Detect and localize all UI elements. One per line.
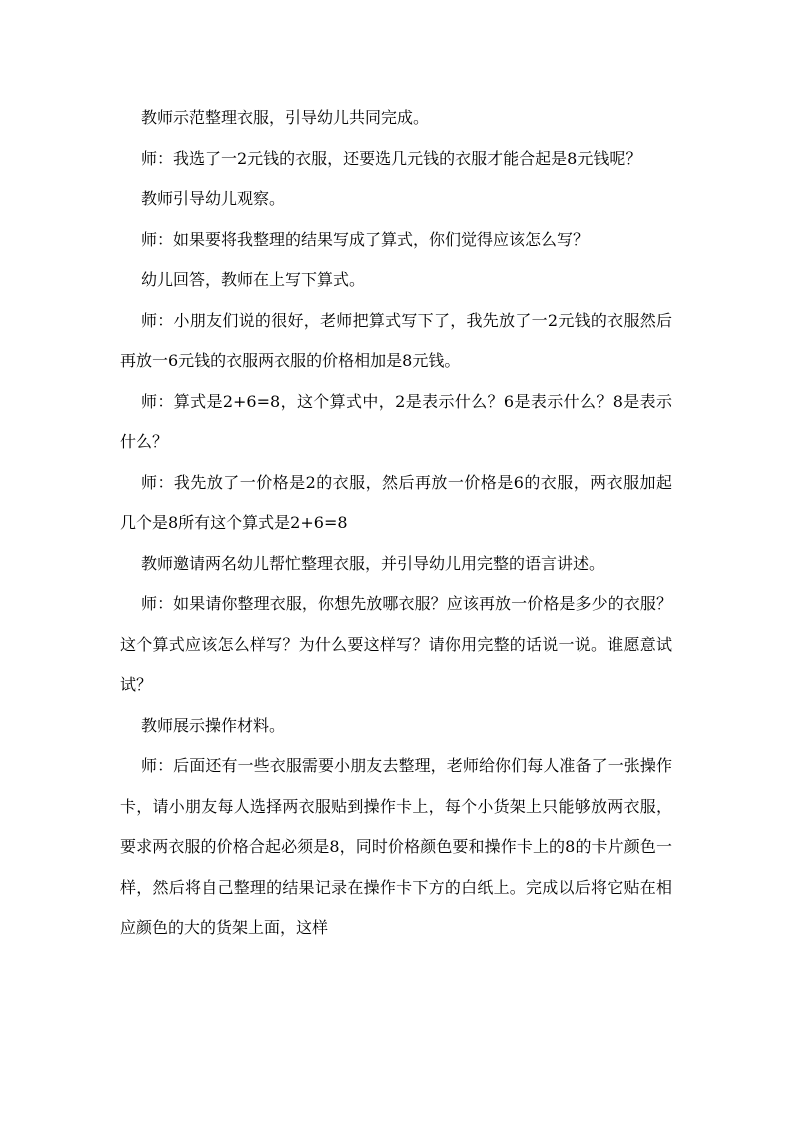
paragraph: 师：我选了一2元钱的衣服，还要选几元钱的衣服才能合起是8元钱呢？ [141, 148, 642, 168]
paragraph: 教师邀请两名幼儿帮忙整理衣服，并引导幼儿用完整的语言讲述。 [141, 553, 606, 573]
paragraph: 师：后面还有一些衣服需要小朋友去整理，老师给你们每人准备了一张操作卡，请小朋友每人选择两衣服贴到操作卡上，每个小货架上只能够放两衣服，要求两衣服的价格合起必须是8，同时价格颜色要和操作卡上的8的卡片颜色一样，然后将自己整理的结果记录在操作卡下方的白纸上。完成以后将它贴在相应颜色的大的货架上面，这样 [120, 756, 672, 937]
paragraph: 教师示范整理衣服，引导幼儿共同完成。 [141, 108, 430, 127]
paragraph: 师：小朋友们说的很好，老师把算式写下了，我先放了一2元钱的衣服然后再放一6元钱的衣服两衣服的价格相加是8元钱。 [120, 310, 672, 370]
paragraph: 师：我先放了一价格是2的衣服，然后再放一价格是6的衣服，两衣服加起几个是8所有这个算式是2+6=8 [120, 472, 672, 532]
paragraph: 幼儿回答，教师在上写下算式。 [141, 270, 366, 289]
paragraph: 师：如果要将我整理的结果写成了算式，你们觉得应该怎么写？ [141, 229, 590, 249]
document-body [120, 98, 672, 949]
paragraph: 师：如果请你整理衣服，你想先放哪衣服？应该再放一价格是多少的衣服？这个算式应该怎么样写？为什么要这样写？请你用完整的话说一说。谁愿意试试？ [120, 594, 672, 694]
paragraph: 教师引导幼儿观察。 [141, 189, 286, 208]
paragraph: 教师展示操作材料。 [141, 715, 286, 735]
paragraph: 师：算式是2+6=8，这个算式中，2是表示什么？6是表示什么？8是表示什么？ [120, 391, 672, 451]
